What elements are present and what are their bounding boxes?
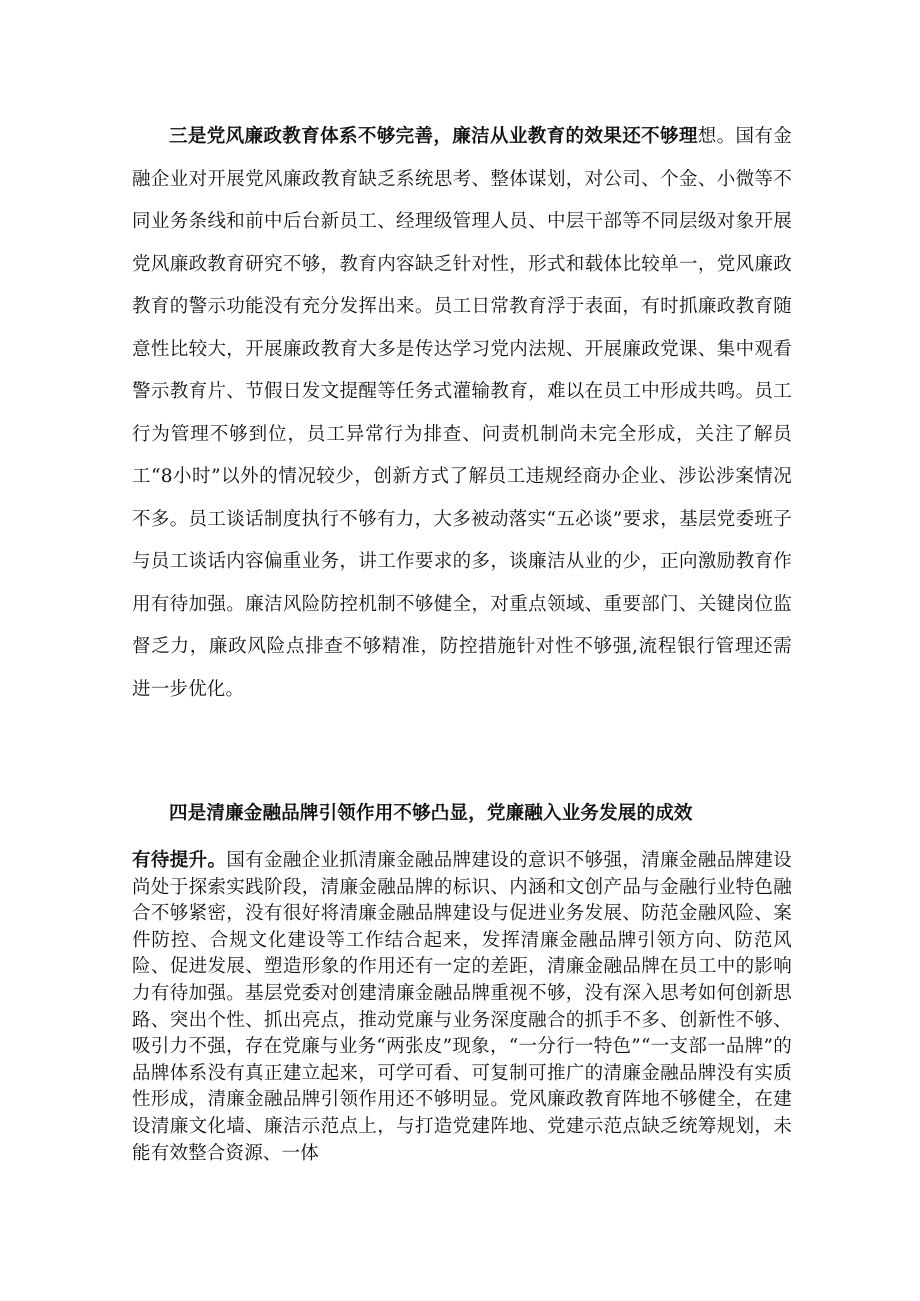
paragraph-4-body: 国有金融企业抓清廉金融品牌建设的意识不够强，清廉金融品牌建设尚处于探索实践阶段，清廉金融品牌的标识、内涵和文创产品与金融行业特色融合不够紧密，没有很好将清廉金融品牌建设与促进业务发展、防范金融风险、案件防控、合规文化建设等工作结合起来，发挥清廉金融品牌引领方向、防范风险、促进发展、塑造形象的作用还有一定的差距，清廉金融品牌在员工中的影响力有待加强。基层党委对创建清廉金融品牌重视不够，没有深入思考如何创新思路、突出个性、抓出亮点，推动党廉与业务深度融合的抓手不多、创新性不够、吸引力不强，存在党廉与业务“两张皮”现象，“一分行一特色”“一支部一品牌”的品牌体系没有真正建立起来，可学可看、可复制可推广的清廉金融品牌没有实质性形成，清廉金融品牌引领作用还不够明显。党风廉政教育阵地不够健全，在建设清廉文化墙、廉洁示范点上，与打造党建阵地、党建示范点缺乏统筹规划，未能有效整合资源、一体	[132, 850, 792, 1164]
paragraph-3	[132, 116, 792, 711]
paragraph-3-lead: 三是党风廉政教育体系不够完善，廉洁从业教育的效果还不够理	[169, 126, 698, 147]
paragraph-4-heading: 四是清廉金融品牌引领作用不够凸显，党廉融入业务发展的成效	[169, 803, 693, 824]
paragraph-3-body: 想。国有金融企业对开展党风廉政教育缺乏系统思考、整体谋划，对公司、个金、小微等不同业务条线和前中后台新员工、经理级管理人员、中层干部等不同层级对象开展党风廉政教育研究不够，教育内容缺乏针对性，形式和载体比较单一，党风廉政教育的警示功能没有充分发挥出来。员工日常教育浮于表面，有时抓廉政教育随意性比较大，开展廉政教育大多是传达学习党内法规、开展廉政党课、集中观看警示教育片、节假日发文提醒等任务式灌输教育，难以在员工中形成共鸣。员工行为管理不够到位，员工异常行为排查、问责机制尚未完全形成，关注了解员工“8小时”以外的情况较少，创新方式了解员工违规经商办企业、涉讼涉案情况不多。员工谈话制度执行不够有力，大多被动落实“五必谈”要求，基层党委班子与员工谈话内容偏重业务，讲工作要求的多，谈廉洁从业的少，正向激励教育作用有待加强。廉洁风险防控机制不够健全，对重点领域、重要部门、关键岗位监督乏力，廉政风险点排查不够精准，防控措施针对性不够强,流程银行管理还需进一步优化。	[132, 126, 792, 700]
paragraph-4-lead: 有待提升。	[132, 850, 227, 871]
paragraph-4	[132, 848, 792, 1167]
